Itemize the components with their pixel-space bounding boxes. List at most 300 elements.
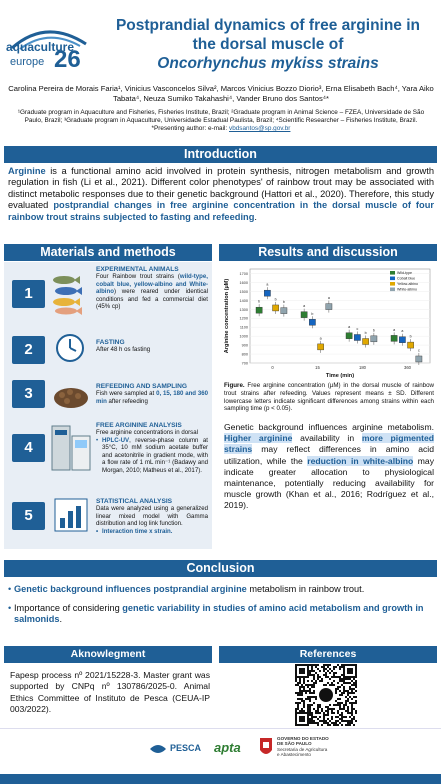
qr-module <box>313 664 315 666</box>
x-axis-label: Time (min) <box>325 373 355 379</box>
qr-module <box>313 708 315 710</box>
poster-title <box>100 16 436 73</box>
y-tick-label: 1000 <box>239 334 248 339</box>
qr-module <box>309 706 311 708</box>
qr-module <box>351 698 353 700</box>
qr-module <box>335 666 337 668</box>
qr-module <box>347 720 349 722</box>
step-5-body: STATISTICAL ANALYSIS Data were analyzed using a generalized linear mixed model with Gamma distribution and log link function. • Interaction time x strain. <box>96 498 208 535</box>
qr-module <box>319 670 321 672</box>
qr-module <box>313 670 315 672</box>
qr-module <box>329 664 331 666</box>
qr-module <box>351 702 353 704</box>
significance-letter: b <box>372 328 375 333</box>
y-tick-label: 900 <box>241 343 248 348</box>
step-5-text: Data were analyzed using a generalized linear mixed model with Gamma distribution and log link function. <box>96 505 208 528</box>
step-1-title: EXPERIMENTAL ANIMALS <box>96 266 179 273</box>
qr-module <box>307 684 309 686</box>
box-cobalt-blue <box>264 290 270 296</box>
qr-module <box>335 704 337 706</box>
qr-module <box>299 702 301 704</box>
qr-module <box>299 688 301 690</box>
qr-module <box>343 692 345 694</box>
instituto-pesca-logo: PESCA <box>148 736 202 762</box>
sao-paulo-government-logo: GOVERNO DO ESTADO DE SÃO PAULO Secretaria de Agricultura e Abastecimento <box>258 734 348 764</box>
qr-module <box>353 724 355 726</box>
qr-module <box>317 704 319 706</box>
qr-module <box>327 712 329 714</box>
qr-module <box>319 706 321 708</box>
legend-swatch <box>390 282 395 286</box>
qr-module <box>337 720 339 722</box>
figure-caption: Figure. Free arginine concentration (µM) in the dorsal muscle of rainbow trout strains after refeeding. Values represent means ± SD. Different lowercase letters indicate significant differences among strains within each sampling time (p < 0.05). <box>224 382 434 413</box>
qr-module <box>349 712 351 714</box>
references-qr-code[interactable] <box>295 664 357 726</box>
qr-module <box>339 718 341 720</box>
y-tick-label: 1600 <box>239 280 248 285</box>
qr-module <box>331 718 333 720</box>
qr-module <box>343 682 345 684</box>
qr-module <box>309 664 311 666</box>
fish-logo-icon <box>148 739 168 759</box>
qr-module <box>325 710 327 712</box>
qr-module <box>335 700 337 702</box>
box-wild-type <box>391 335 397 341</box>
qr-module <box>325 714 327 716</box>
qr-module <box>323 668 325 670</box>
qr-module <box>353 688 355 690</box>
qr-module <box>329 672 331 674</box>
step-3-title: REFEEDING AND SAMPLING <box>96 383 187 390</box>
qr-module <box>337 688 339 690</box>
step-4-text: Free arginine concentrations in dorsal <box>96 429 198 436</box>
qr-module <box>297 698 299 700</box>
qr-module <box>331 710 333 712</box>
qr-module <box>309 696 311 698</box>
qr-module <box>315 722 317 724</box>
significance-letter: b <box>364 331 367 336</box>
qr-module <box>333 676 335 678</box>
qr-module <box>345 682 347 684</box>
qr-module <box>351 712 353 714</box>
qr-module <box>299 698 301 700</box>
qr-module <box>295 678 297 680</box>
qr-module <box>341 680 343 682</box>
significance-letter: c <box>356 326 359 331</box>
significance-letter: a <box>393 327 396 332</box>
qr-module <box>311 664 313 666</box>
qr-module <box>347 694 349 696</box>
qr-module <box>341 674 343 676</box>
y-tick-label: 1700 <box>239 271 248 276</box>
qr-module <box>311 692 313 694</box>
legend-label: Cobalt blue <box>397 276 416 281</box>
qr-module <box>337 682 339 684</box>
step-2-number: 2 <box>12 336 45 364</box>
significance-letter: a <box>327 296 330 301</box>
box-white-albino <box>281 308 287 314</box>
qr-module <box>351 706 353 708</box>
step-1-body <box>96 266 208 311</box>
qr-module <box>299 692 301 694</box>
qr-module <box>333 668 335 670</box>
qr-module <box>299 686 301 688</box>
qr-module <box>303 702 305 704</box>
qr-module <box>297 702 299 704</box>
y-tick-label: 1400 <box>239 298 248 303</box>
qr-finder <box>299 716 305 722</box>
qr-module <box>339 666 341 668</box>
qr-module <box>313 676 315 678</box>
qr-module <box>335 688 337 690</box>
significance-letter: a <box>266 282 269 287</box>
qr-module <box>337 702 339 704</box>
qr-module <box>309 690 311 692</box>
qr-module <box>333 672 335 674</box>
significance-letter: a <box>319 336 322 341</box>
box-wild-type <box>301 312 307 318</box>
qr-module <box>341 724 343 726</box>
qr-module <box>335 720 337 722</box>
qr-module <box>315 698 317 700</box>
qr-module <box>325 676 327 678</box>
qr-module <box>299 690 301 692</box>
qr-module <box>309 710 311 712</box>
qr-module <box>327 676 329 678</box>
logo-year: 26 <box>54 46 81 73</box>
qr-module <box>347 700 349 702</box>
step-4-title: FREE ARGININE ANALYSIS <box>96 422 182 429</box>
qr-module <box>315 710 317 712</box>
qr-module <box>351 680 353 682</box>
qr-module <box>315 664 317 666</box>
box-yellow-albino <box>363 339 369 345</box>
qr-module <box>307 686 309 688</box>
qr-module <box>355 686 357 688</box>
qr-module <box>313 716 315 718</box>
qr-module <box>351 718 353 720</box>
qr-module <box>335 692 337 694</box>
qr-module <box>353 708 355 710</box>
qr-module <box>333 680 335 682</box>
qr-module <box>335 722 337 724</box>
qr-module <box>313 722 315 724</box>
qr-module <box>313 686 315 688</box>
affiliations <box>8 109 434 134</box>
qr-module <box>353 678 355 680</box>
significance-letter: b <box>311 311 314 316</box>
qr-module <box>343 706 345 708</box>
qr-module <box>333 708 335 710</box>
qr-module <box>317 710 319 712</box>
qr-module <box>309 692 311 694</box>
qr-module <box>343 678 345 680</box>
qr-module <box>337 712 339 714</box>
qr-module <box>295 710 297 712</box>
qr-module <box>345 720 347 722</box>
qr-module <box>325 674 327 676</box>
qr-module <box>343 686 345 688</box>
qr-module <box>309 684 311 686</box>
legend-swatch <box>390 271 395 275</box>
qr-module <box>299 682 301 684</box>
qr-module <box>341 664 343 666</box>
step-2-body <box>96 339 208 354</box>
qr-module <box>311 668 313 670</box>
qr-module <box>333 674 335 676</box>
qr-module <box>311 712 313 714</box>
qr-module <box>305 684 307 686</box>
significance-letter: b <box>282 300 285 305</box>
qr-module <box>333 722 335 724</box>
qr-module <box>341 692 343 694</box>
logo-text-europe: europe <box>10 56 45 68</box>
qr-module <box>321 710 323 712</box>
qr-module <box>349 688 351 690</box>
qr-module <box>349 692 351 694</box>
qr-module <box>319 720 321 722</box>
qr-module <box>349 720 351 722</box>
qr-module <box>307 706 309 708</box>
qr-module <box>311 684 313 686</box>
step-1-number: 1 <box>12 280 45 308</box>
legend-label: Yellow-albino <box>397 282 419 286</box>
qr-module <box>313 720 315 722</box>
qr-module <box>355 684 357 686</box>
qr-module <box>317 708 319 710</box>
qr-center-icon <box>319 688 333 702</box>
qr-module <box>313 696 315 698</box>
qr-module <box>343 680 345 682</box>
step-2-text: After 48 h os fasting <box>96 346 151 353</box>
qr-module <box>309 720 311 722</box>
qr-module <box>327 722 329 724</box>
qr-module <box>355 700 357 702</box>
qr-module <box>331 708 333 710</box>
qr-module <box>313 682 315 684</box>
qr-module <box>347 698 349 700</box>
qr-module <box>303 700 305 702</box>
qr-module <box>311 722 313 724</box>
qr-module <box>309 670 311 672</box>
box-yellow-albino <box>318 344 324 350</box>
qr-module <box>313 692 315 694</box>
qr-module <box>295 680 297 682</box>
qr-module <box>339 708 341 710</box>
qr-module <box>339 686 341 688</box>
qr-module <box>343 708 345 710</box>
qr-module <box>347 682 349 684</box>
qr-module <box>355 702 357 704</box>
qr-module <box>327 710 329 712</box>
qr-module <box>297 708 299 710</box>
qr-module <box>309 712 311 714</box>
qr-module <box>355 712 357 714</box>
box-white-albino <box>416 356 422 362</box>
qr-module <box>303 710 305 712</box>
qr-module <box>297 684 299 686</box>
qr-module <box>299 678 301 680</box>
qr-module <box>353 718 355 720</box>
x-tick-label: 180 <box>359 365 366 370</box>
qr-module <box>353 682 355 684</box>
legend-swatch <box>390 288 395 292</box>
qr-module <box>311 696 313 698</box>
qr-module <box>327 682 329 684</box>
qr-module <box>341 684 343 686</box>
qr-module <box>323 714 325 716</box>
qr-module <box>321 720 323 722</box>
qr-module <box>303 678 305 680</box>
qr-module <box>345 700 347 702</box>
qr-module <box>323 720 325 722</box>
title-line-1: Postprandial dynamics of free arginine in <box>115 17 421 34</box>
qr-module <box>333 712 335 714</box>
results-heading: Results and discussion <box>219 244 437 261</box>
qr-module <box>313 702 315 704</box>
qr-module <box>351 704 353 706</box>
significance-letter: c <box>417 348 420 353</box>
qr-module <box>307 708 309 710</box>
hplc-instrument-icon <box>50 422 92 474</box>
qr-module <box>343 720 345 722</box>
qr-module <box>297 706 299 708</box>
box-cobalt-blue <box>354 334 360 340</box>
conclusion-text: • Genetic background influences postprandial arginine metabolism in rainbow trout. • Importance of considering genetic variability in studies of amino acid metabolism and growth in salmonids. <box>8 584 436 626</box>
qr-module <box>325 664 327 666</box>
qr-module <box>339 690 341 692</box>
qr-module <box>347 712 349 714</box>
qr-module <box>339 668 341 670</box>
qr-module <box>323 718 325 720</box>
x-tick-label: 360 <box>404 365 411 370</box>
qr-module <box>317 724 319 726</box>
intro-text: Arginine is a functional amino acid involved in protein synthesis, nitrogen metabolism and growth regulation in fish (Li et al., 2021). Different color phenotypes' of rainbow trout may be associated with distinct metabolic responses due to their genetic background (Hattori et al., 2020). Therefore, this study evaluated postprandial changes in free arginine concentration in the dorsal muscle of four rainbow trout strains subjected to fasting and refeeding. <box>8 166 435 222</box>
qr-module <box>351 714 353 716</box>
box-yellow-albino <box>273 305 279 311</box>
title-line-3: Oncorhynchus mykiss strains <box>157 55 379 72</box>
qr-module <box>327 706 329 708</box>
step-1-text: Four Rainbow trout strains (wild-type, cobalt blue, yellow-albino and White-albino) were reared under identical conditions and fed a commercial diet (45% cp) <box>96 273 208 311</box>
significance-letter: b <box>274 297 277 302</box>
email-link[interactable]: vbdsantos@sp.gov.br <box>229 125 291 133</box>
x-tick-label: 0 <box>271 365 274 370</box>
qr-module <box>353 696 355 698</box>
qr-module <box>343 688 345 690</box>
qr-module <box>347 722 349 724</box>
step-4-body: FREE ARGININE ANALYSIS Free arginine concentrations in dorsal • HPLC-UV, reverse-phase column at 35°C, 10 mM sodium acetate buffer and acetonitrile in gradient mode, with a flow rate of 1 mL min⁻¹ (Badawy and Morgan, 2010; Matheus et al., 2017). <box>96 422 208 475</box>
qr-module <box>329 684 331 686</box>
qr-module <box>327 718 329 720</box>
qr-module <box>325 722 327 724</box>
qr-module <box>309 708 311 710</box>
qr-module <box>325 720 327 722</box>
qr-module <box>311 680 313 682</box>
box-wild-type <box>256 307 262 313</box>
qr-module <box>313 690 315 692</box>
qr-module <box>323 712 325 714</box>
qr-module <box>333 684 335 686</box>
qr-module <box>307 704 309 706</box>
qr-module <box>315 672 317 674</box>
statistics-chart-icon <box>54 498 88 532</box>
qr-module <box>349 682 351 684</box>
qr-module <box>317 664 319 666</box>
qr-module <box>353 702 355 704</box>
qr-module <box>305 690 307 692</box>
qr-module <box>315 680 317 682</box>
qr-module <box>349 686 351 688</box>
qr-module <box>345 716 347 718</box>
box-cobalt-blue <box>399 337 405 343</box>
qr-module <box>309 718 311 720</box>
qr-module <box>353 684 355 686</box>
qr-module <box>329 704 331 706</box>
qr-module <box>311 666 313 668</box>
step-3-text: Fish were sampled at 0, 15, 180 and 360 min after refeeding <box>96 390 209 405</box>
qr-module <box>307 696 309 698</box>
qr-module <box>345 702 347 704</box>
qr-module <box>315 716 317 718</box>
authors: Carolina Pereira de Morais Faria¹, Vinicius Vasconcelos Silva², Marcos Vinicius Bozzo Diorio³, Erna Elisabeth Bach⁴, Yara Aiko Tabata⁴, Neuza Sumiko Takahashi⁴, Vander Bruno dos Santos⁴* <box>8 84 434 103</box>
qr-module <box>303 704 305 706</box>
step-4-number: 4 <box>12 434 45 462</box>
qr-module <box>339 714 341 716</box>
qr-module <box>343 690 345 692</box>
coat-of-arms-icon <box>258 736 274 760</box>
qr-module <box>351 684 353 686</box>
qr-module <box>349 702 351 704</box>
conclusion-heading: Conclusion <box>4 560 437 577</box>
qr-module <box>295 708 297 710</box>
qr-module <box>331 684 333 686</box>
qr-module <box>323 670 325 672</box>
qr-module <box>305 698 307 700</box>
qr-module <box>317 678 319 680</box>
qr-module <box>339 722 341 724</box>
qr-module <box>329 720 331 722</box>
qr-module <box>339 676 341 678</box>
qr-module <box>341 694 343 696</box>
qr-module <box>301 692 303 694</box>
qr-module <box>341 702 343 704</box>
qr-module <box>349 696 351 698</box>
qr-module <box>317 706 319 708</box>
qr-module <box>355 682 357 684</box>
qr-module <box>319 716 321 718</box>
conference-logo <box>6 22 92 82</box>
ack-heading: Aknowlegment <box>4 646 212 663</box>
y-tick-label: 700 <box>241 361 248 366</box>
qr-module <box>295 692 297 694</box>
qr-module <box>323 664 325 666</box>
qr-module <box>327 670 329 672</box>
qr-module <box>341 718 343 720</box>
qr-module <box>351 710 353 712</box>
qr-module <box>339 678 341 680</box>
qr-module <box>351 690 353 692</box>
qr-module <box>317 676 319 678</box>
qr-module <box>345 696 347 698</box>
step-5-number: 5 <box>12 502 45 530</box>
qr-module <box>335 672 337 674</box>
qr-module <box>295 684 297 686</box>
qr-module <box>303 686 305 688</box>
qr-module <box>317 668 319 670</box>
step-2-title: FASTING <box>96 339 125 346</box>
qr-module <box>327 666 329 668</box>
qr-module <box>307 698 309 700</box>
